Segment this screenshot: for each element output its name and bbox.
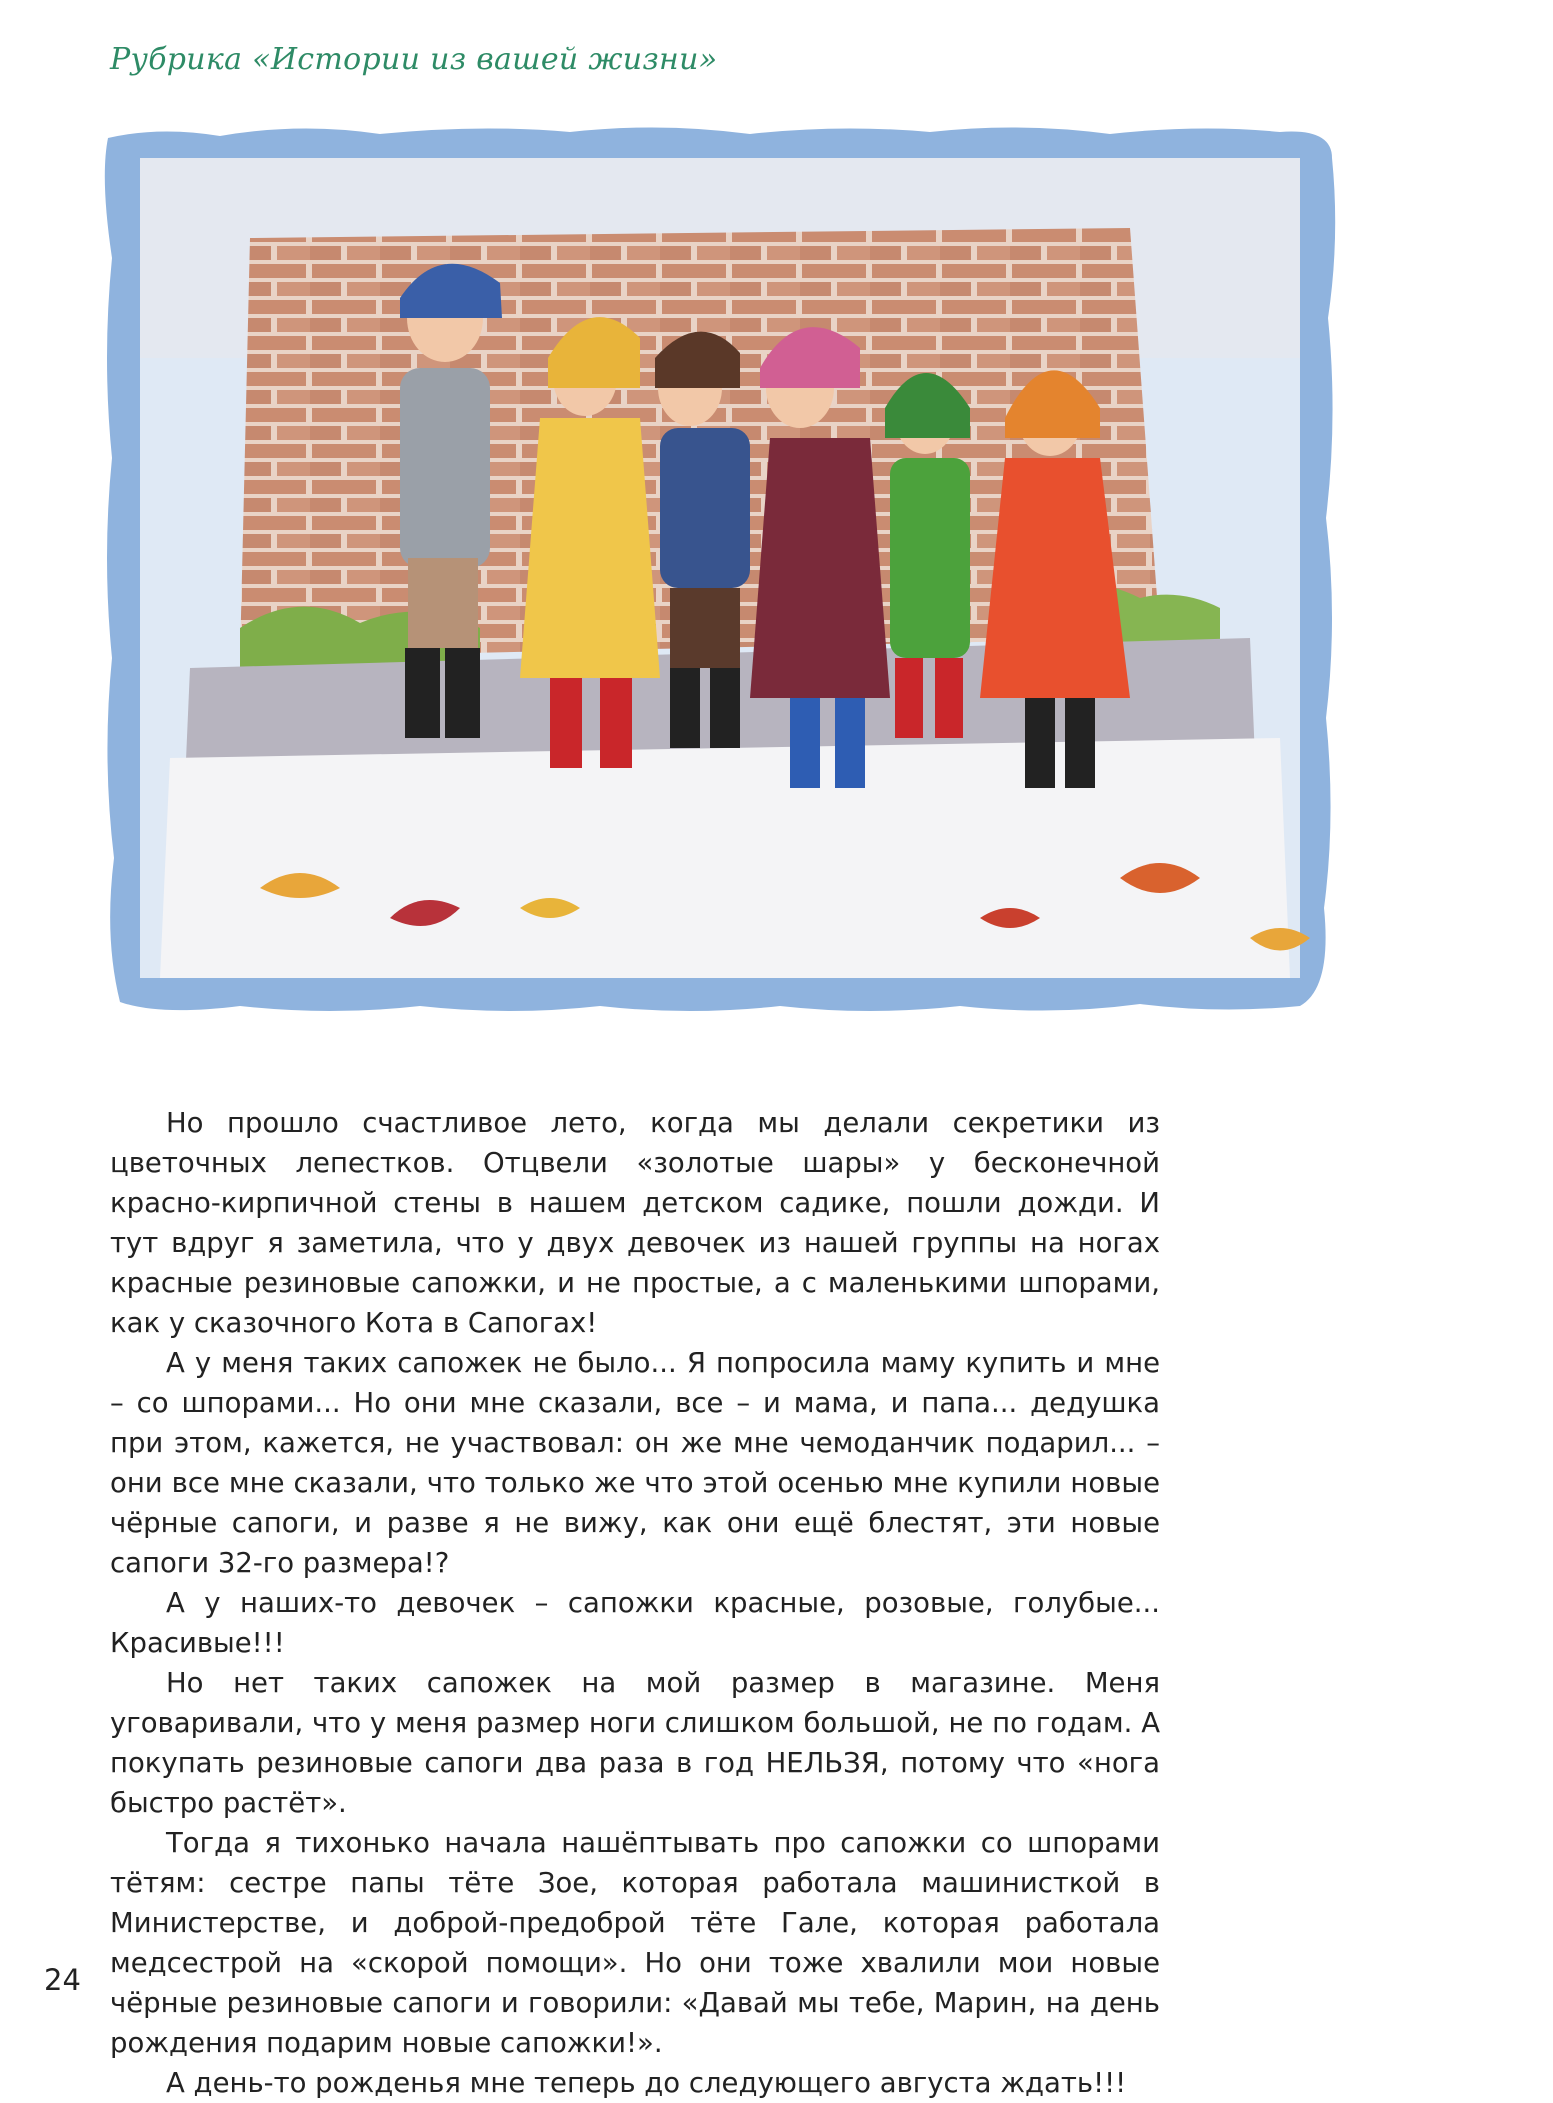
paragraph: Но нет таких сапожек на мой размер в магазине. Меня уговаривали, что у меня размер ноги слишком большой, не по годам. А покупать резиновые сапоги два раза в год НЕЛЬЗЯ, потому что «нога быстро растёт». bbox=[110, 1667, 1160, 1819]
page-number: 24 bbox=[44, 1963, 81, 1997]
paragraph: Но прошло счастливое лето, когда мы делали секретики из цветочных лепестков. Отцвели «золотые шары» у бесконечной красно-кирпичной стены в нашем детском садике, пошли дожди. И тут вдруг я заметила, что у двух девочек из нашей группы на ногах красные резиновые сапожки, и не простые, а с маленькими шпорами, как у сказочного Кота в Сапогах! bbox=[110, 1107, 1160, 1339]
paragraph: А у меня таких сапожек не было... Я попросила маму купить и мне – со шпорами... Но они мне сказали, все – и мама, и папа... дедушка при этом, кажется, не участвовал: он же мне чемоданчик подарил... – они все мне сказали, что только же что этой осенью мне купили новые чёрные сапоги, и разве я не вижу, как они ещё блестят, эти новые сапоги 32-го размера!? bbox=[110, 1347, 1160, 1579]
story-text bbox=[110, 1103, 1160, 2103]
paragraph: А день-то рожденья мне теперь до следующего августа ждать!!! bbox=[166, 2067, 1127, 2099]
paragraph: А у наших-то девочек – сапожки красные, розовые, голубые... Красивые!!! bbox=[110, 1587, 1160, 1659]
rubric-header: Рубрика «Истории из вашей жизни» bbox=[110, 42, 718, 77]
watercolor-illustration bbox=[100, 118, 1340, 1018]
paragraph: Тогда я тихонько начала нашёптывать про сапожки со шпорами тётям: сестре папы тёте Зое, которая работала машинисткой в Министерстве, и доброй-предоброй тёте Гале, которая работала медсестрой на «скорой помощи». Но они тоже хвалили мои новые чёрные резиновые сапоги и говорили: «Давай мы тебе, Марин, на день рождения подарим новые сапожки!». bbox=[110, 1827, 1160, 2059]
